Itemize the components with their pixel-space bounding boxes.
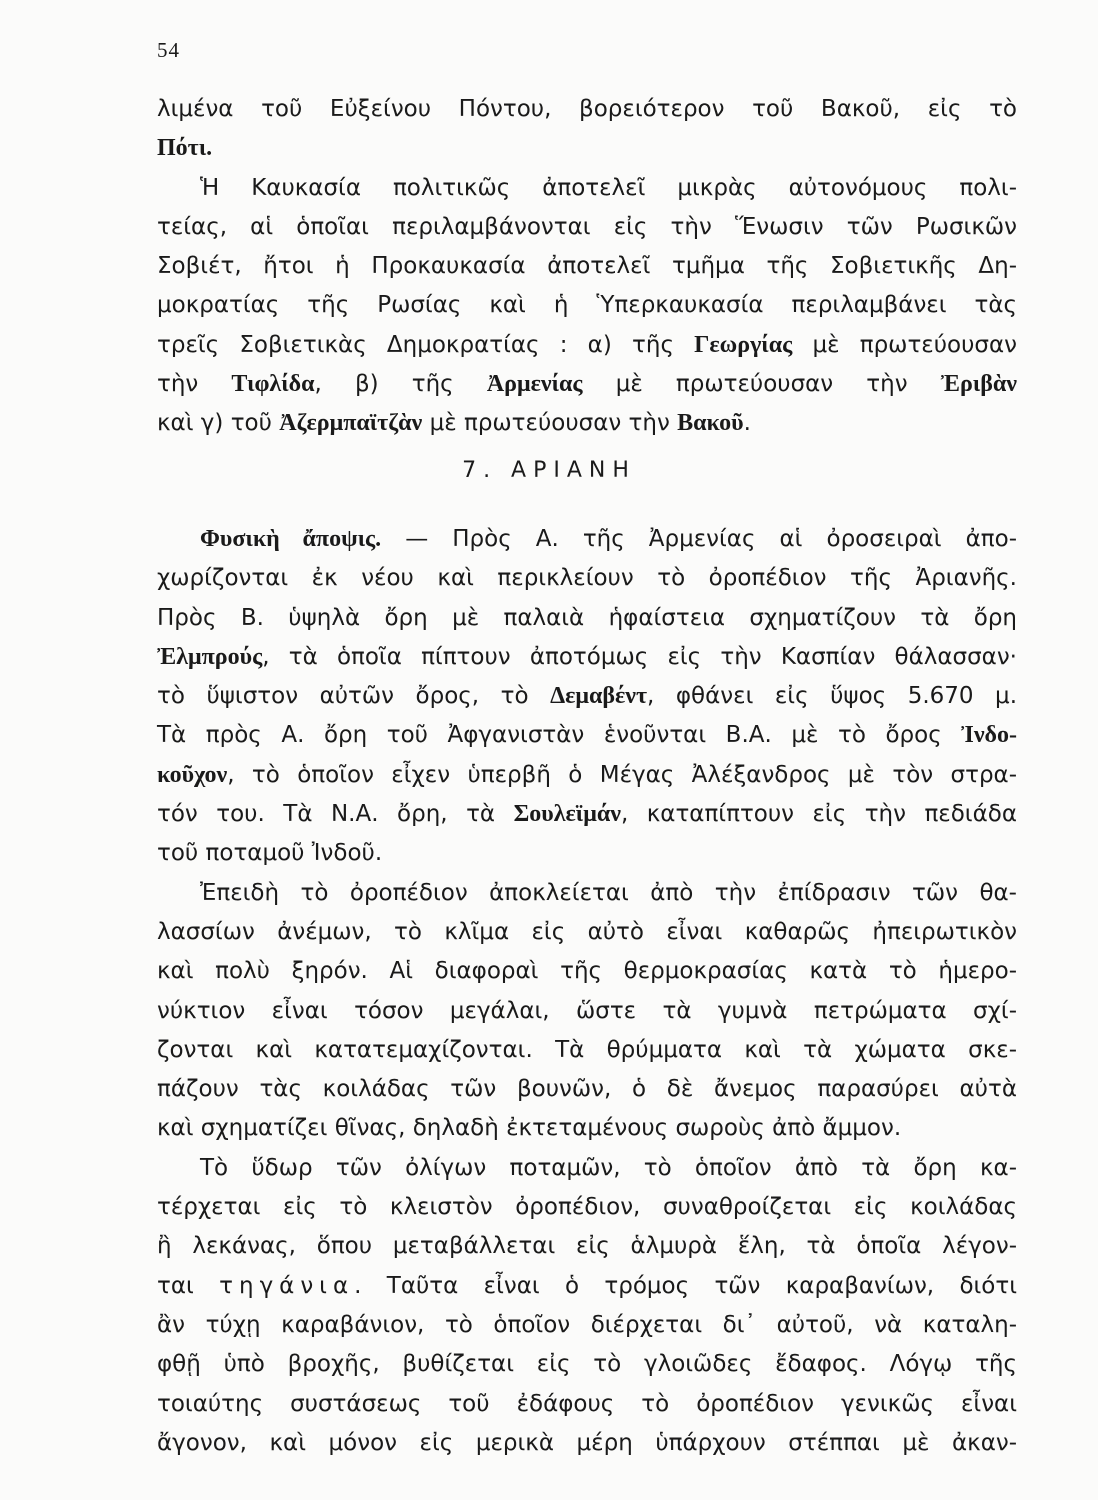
text-run: , τὸ ὁποῖον εἶχεν ὑπερβῆ ὁ Μέγας Ἀλέξανδρος μὲ τὸν στρα-: [227, 761, 1017, 788]
place-name: Βακοῦ: [677, 410, 744, 437]
text-line: Ἐπειδὴ τὸ ὀροπέδιον ἀποκλείεται ἀπὸ τὴν ἐπίδρασιν τῶν θα-: [200, 879, 1017, 906]
text-run: τρεῖς Σοβιετικὰς Δημοκρατίας : α) τῆς: [157, 331, 695, 358]
text-run: , τὰ ὁποῖα πίπτουν ἀποτόμως εἰς τὴν Κασπίαν θάλασσαν·: [262, 643, 1017, 670]
text-line: [157, 1267, 1017, 1306]
text-line: λασσίων ἀνέμων, τὸ κλῖμα εἰς αὐτὸ εἶναι καθαρῶς ἠπειρωτικὸν: [157, 918, 1017, 945]
text-line: [157, 404, 1017, 443]
place-name: Ἀρμενίας: [486, 371, 583, 398]
spaced-term: τηγάνια: [219, 1272, 355, 1299]
text-line: [157, 677, 1017, 716]
page-number: 54: [157, 38, 180, 62]
text-line: τείας, αἱ ὁποῖαι περιλαμβάνονται εἰς τὴν Ἕνωσιν τῶν Ρωσικῶν: [157, 213, 1017, 240]
text-run: , β) τῆς: [314, 371, 487, 398]
text-run: τόν του. Τὰ Ν.Α. ὄρη, τὰ: [157, 801, 514, 828]
text-line: τέρχεται εἰς τὸ κλειστὸν ὀροπέδιον, συναθροίζεται εἰς κοιλάδας: [157, 1194, 1017, 1221]
text-line: Σοβιέτ, ἤτοι ἡ Προκαυκασία ἀποτελεῖ τμῆμα τῆς Σοβιετικῆς Δη-: [157, 253, 1017, 280]
text-line: [157, 326, 1017, 365]
text-block-caucasus: [157, 90, 1017, 444]
text-run: μὲ πρωτεύουσαν: [792, 331, 1017, 358]
text-line: Τὸ ὕδωρ τῶν ὀλίγων ποταμῶν, τὸ ὁποῖον ἀπὸ τὰ ὄρη κα-: [200, 1154, 1017, 1181]
place-name: Πότι.: [157, 135, 213, 162]
text-run: μὲ πρωτεύουσαν τὴν: [582, 371, 941, 398]
place-name: Ἐριβὰν: [940, 371, 1017, 398]
subsection-title: Φυσικὴ ἄποψις.: [200, 526, 382, 552]
text-line: χωρίζονται ἐκ νέου καὶ περικλείουν τὸ ὀροπέδιον τῆς Ἀριανῆς.: [157, 565, 1017, 592]
text-line: νύκτιον εἶναι τόσον μεγάλαι, ὥστε τὰ γυμνὰ πετρώματα σχί-: [157, 997, 1017, 1024]
place-name: Ἰνδο-: [961, 722, 1017, 749]
place-name: Ἐλμπρούς: [157, 643, 263, 670]
place-name: Γεωργίας: [694, 331, 793, 358]
text-run: . Ταῦτα εἶναι ὁ τρόμος τῶν καραβανίων, διότι: [354, 1272, 1017, 1299]
text-line: [157, 756, 1017, 795]
place-name: Τιφλίδα: [231, 371, 315, 398]
text-run: καὶ γ) τοῦ: [157, 410, 280, 437]
text-line: ἂν τύχῃ καραβάνιον, τὸ ὁποῖον διέρχεται δι᾽ αὐτοῦ, νὰ καταλη-: [157, 1311, 1017, 1338]
text-line: [157, 638, 1017, 677]
text-run: Τὰ πρὸς Α. ὄρη τοῦ Ἀφγανιστὰν ἑνοῦνται Β.Α. μὲ τὸ ὄρος: [157, 722, 962, 749]
text-run: ται: [157, 1272, 220, 1299]
text-line: Ἡ Καυκασία πολιτικῶς ἀποτελεῖ μικρὰς αὐτονόμους πολι-: [200, 174, 1017, 201]
text-run: , καταπίπτουν εἰς τὴν πεδιάδα: [620, 801, 1017, 828]
text-run: μὲ πρωτεύουσαν τὴν: [422, 410, 678, 437]
text-line: ἢ λεκάνας, ὅπου μεταβάλλεται εἰς ἁλμυρὰ ἕλη, τὰ ὁποῖα λέγον-: [157, 1233, 1017, 1260]
place-name: Σουλεϊμάν: [513, 801, 621, 828]
text-line: καὶ πολὺ ξηρόν. Αἱ διαφοραὶ τῆς θερμοκρασίας κατὰ τὸ ἡμερο-: [157, 958, 1017, 985]
text-line: τοῦ ποταμοῦ Ἰνδοῦ.: [157, 840, 383, 867]
text-line: Πρὸς Β. ὑψηλὰ ὄρη μὲ παλαιὰ ἡφαίστεια σχηματίζουν τὰ ὄρη: [157, 604, 1017, 631]
text-line: ἄγονον, καὶ μόνον εἰς μερικὰ μέρη ὑπάρχουν στέππαι μὲ ἀκαν-: [157, 1429, 1017, 1456]
text-run: — Πρὸς Α. τῆς Ἀρμενίας αἱ ὀροσειραὶ ἀπο-: [381, 526, 1017, 552]
text-line: πάζουν τὰς κοιλάδας τῶν βουνῶν, ὁ δὲ ἄνεμος παρασύρει αὐτὰ: [157, 1076, 1017, 1103]
text-run: τὴν: [157, 371, 232, 398]
text-line: φθῇ ὑπὸ βροχῆς, βυθίζεται εἰς τὸ γλοιῶδες ἔδαφος. Λόγῳ τῆς: [157, 1351, 1017, 1378]
text-line: τοιαύτης συστάσεως τοῦ ἐδάφους τὸ ὀροπέδιον γενικῶς εἶναι: [157, 1390, 1017, 1417]
text-line: [157, 716, 1017, 755]
text-block-ariane: [157, 520, 1017, 1463]
text-line: [157, 520, 1017, 559]
text-line: καὶ σχηματίζει θῖνας, δηλαδὴ ἐκτεταμένους σωροὺς ἀπὸ ἄμμον.: [157, 1115, 902, 1142]
place-name: Δεμαβέντ: [550, 683, 648, 710]
text-line: ζονται καὶ κατατεμαχίζονται. Τὰ θρύμματα καὶ τὰ χώματα σκε-: [157, 1036, 1017, 1063]
text-line: [157, 365, 1017, 404]
text-run: τὸ ὕψιστον αὐτῶν ὄρος, τὸ: [157, 683, 551, 710]
text-line: [157, 129, 1017, 168]
section-heading: 7. ΑΡΙΑΝΗ: [462, 458, 636, 483]
text-line: [157, 795, 1017, 834]
place-name: Ἀζερμπαϊτζὰν: [279, 410, 423, 437]
text-line: λιμένα τοῦ Εὐξείνου Πόντου, βορειότερον τοῦ Βακοῦ, εἰς τὸ: [157, 96, 1017, 122]
text-run: .: [743, 410, 751, 437]
text-line: μοκρατίας τῆς Ρωσίας καὶ ἡ Ὑπερκαυκασία περιλαμβάνει τὰς: [157, 292, 1017, 319]
text-run: , φθάνει εἰς ὕψος 5.670 μ.: [647, 683, 1018, 710]
place-name: κοῦχον: [157, 761, 228, 788]
